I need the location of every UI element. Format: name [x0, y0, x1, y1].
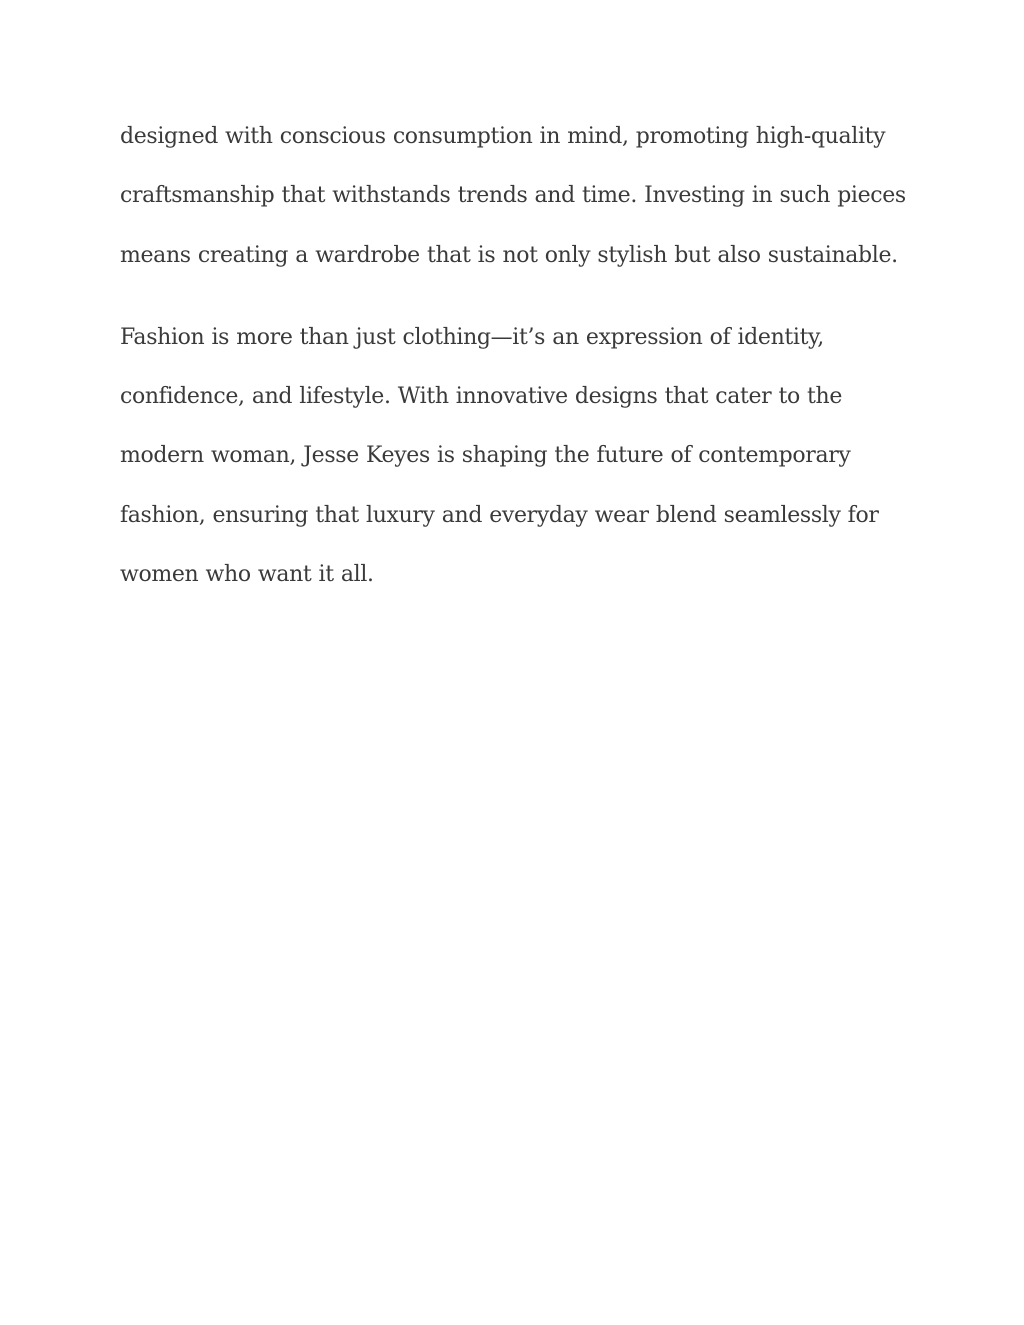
body-text	[120, 107, 910, 604]
paragraph-fashion-identity: Fashion is more than just clothing—it’s an expression of identity, confidence, and lifestyle. With innovative designs that cater to the modern woman, Jesse Keyes is shaping the future of contemporary fashion, ensuring that luxury and everyday wear blend seamlessly for women who want it all.	[120, 324, 879, 588]
paragraph-sustainability: designed with conscious consumption in mind, promoting high-quality craftsmanship that withstands trends and time. Investing in such pieces means creating a wardrobe that is not only stylish but also sustainable.	[120, 124, 906, 268]
